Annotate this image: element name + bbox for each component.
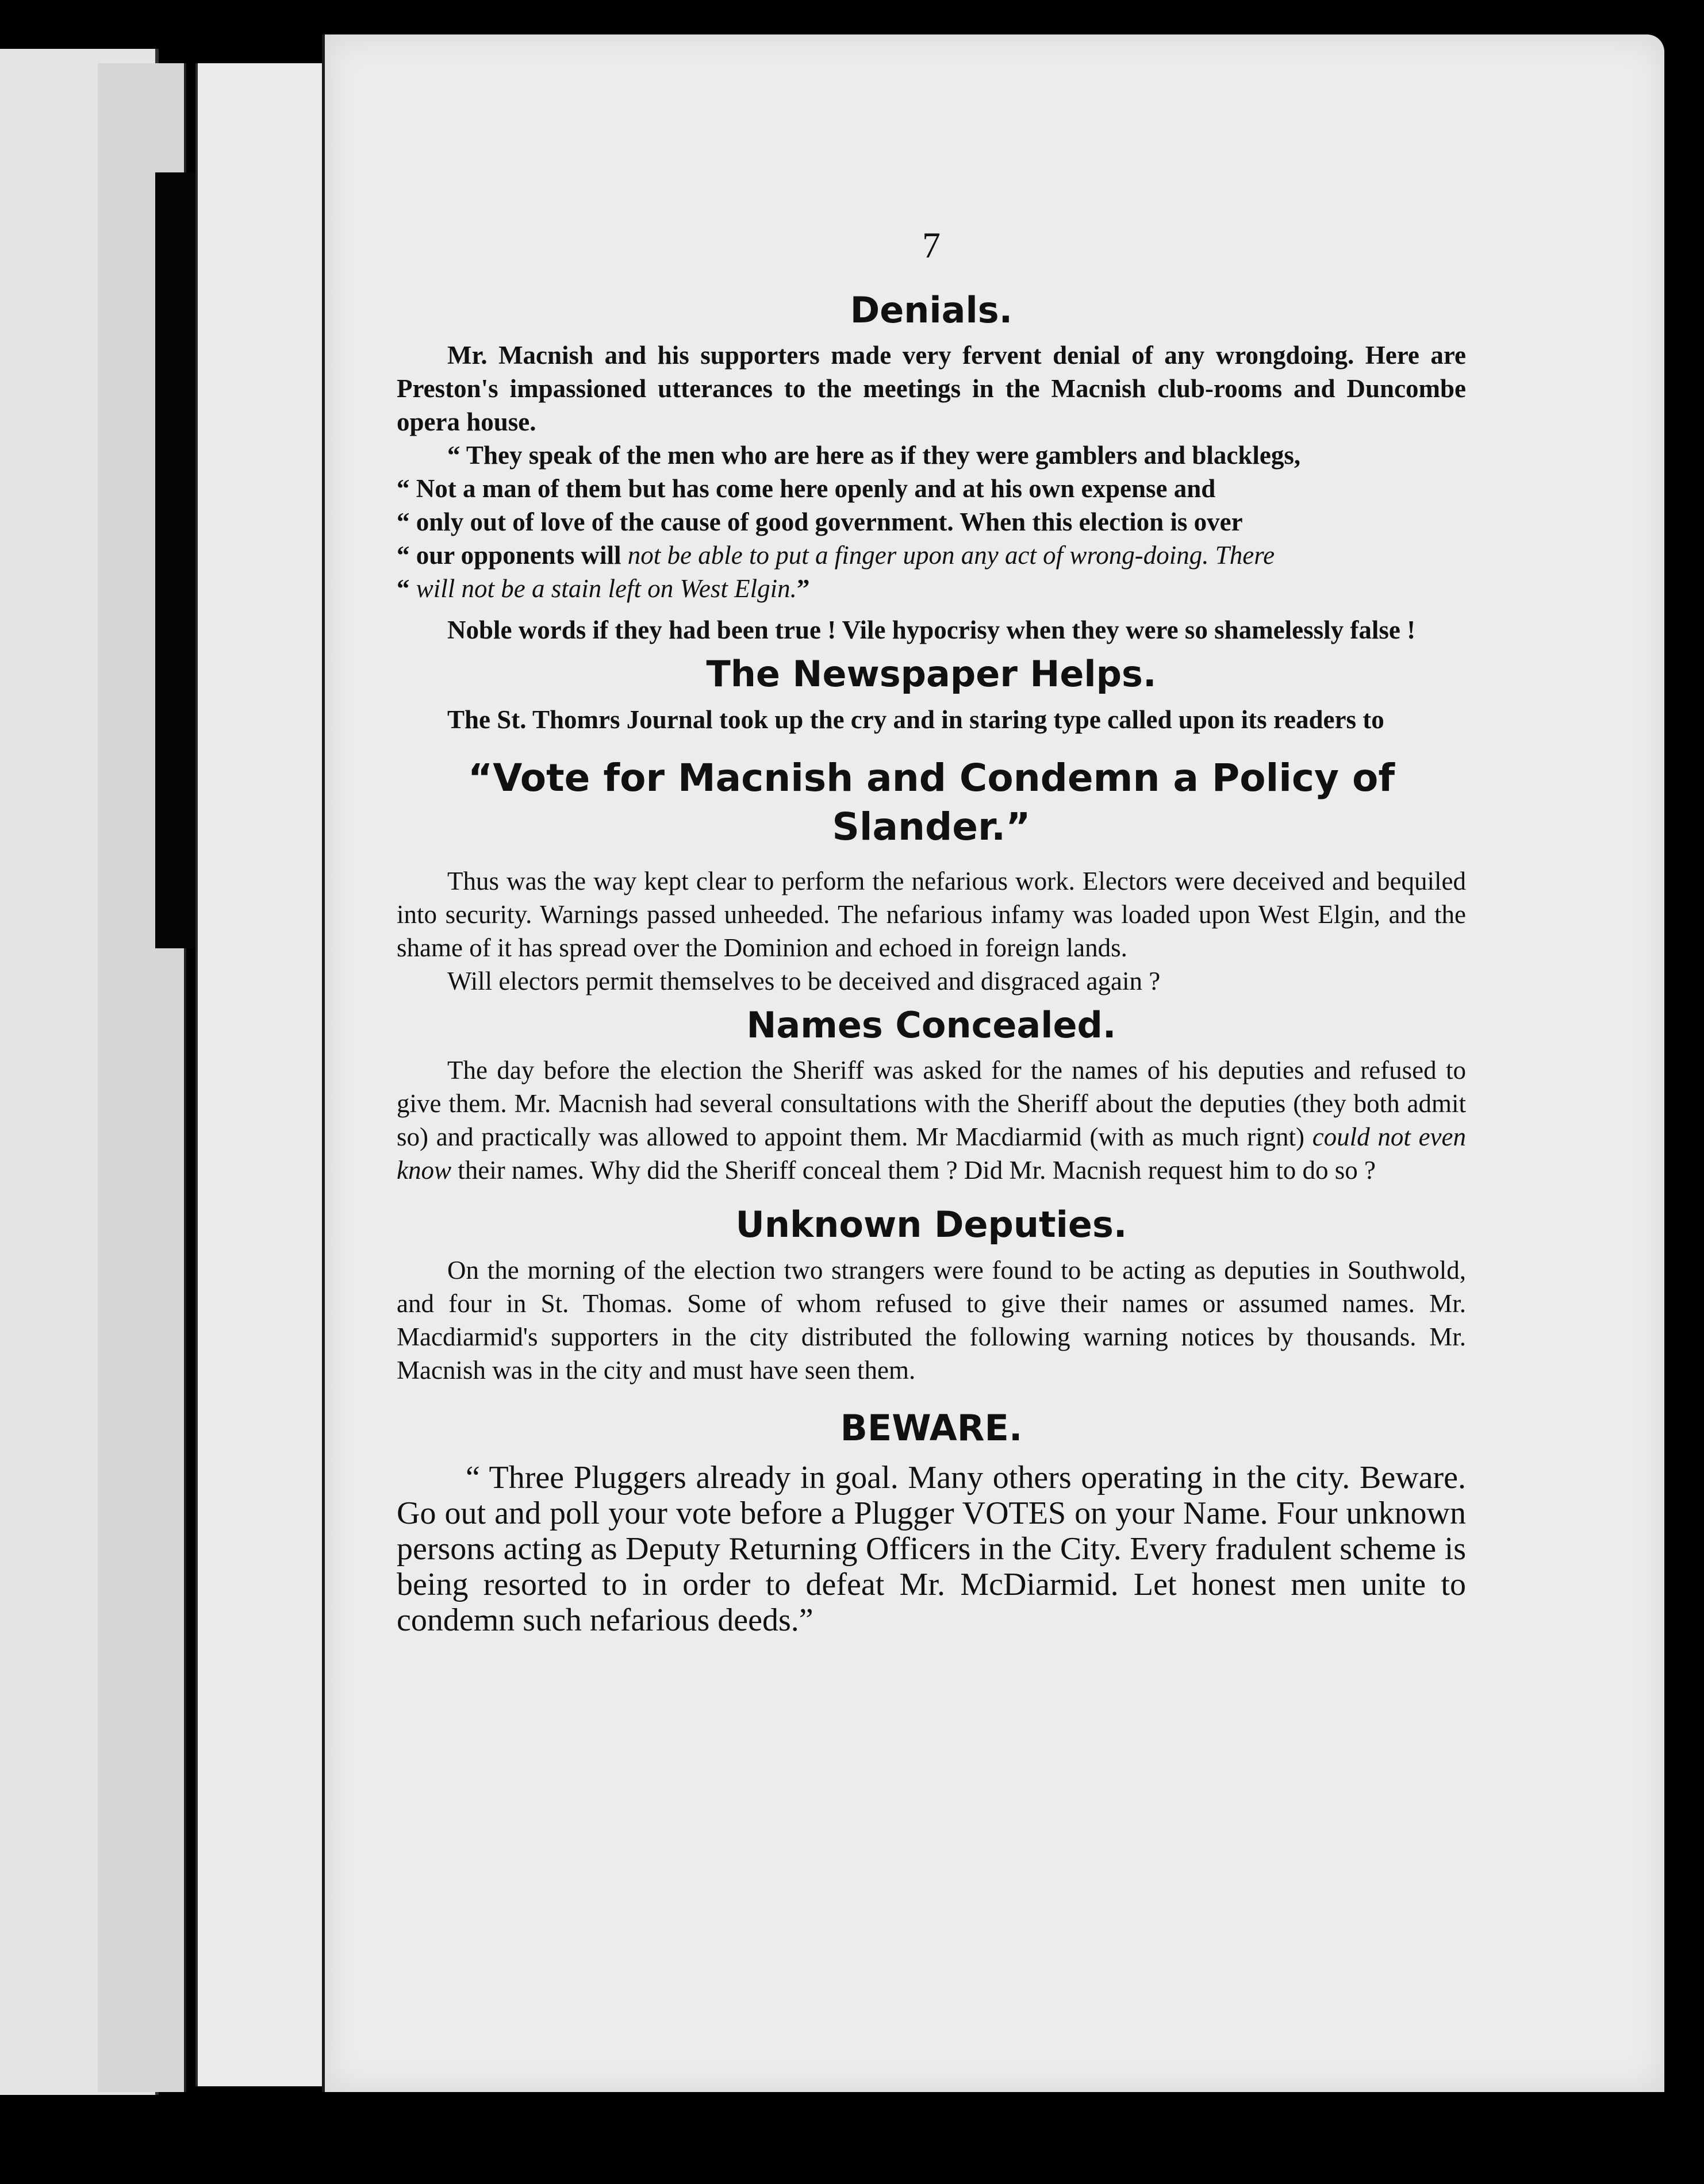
quote-line-5-close: ” [796, 574, 810, 603]
quote-line-3: “ only out of love of the cause of good government. When this election is over [397, 507, 1243, 537]
quote-line-1-text: “ They speak of the men who are here as if they were gamblers and blacklegs, [447, 441, 1301, 470]
quote-line-5 [397, 572, 1466, 605]
newspaper-headline: “Vote for Macnish and Condemn a Policy of Slander.” [467, 755, 1395, 849]
torn-page-edge [195, 63, 333, 2086]
page-content [397, 224, 1466, 1638]
quote-line-4 [397, 539, 1466, 572]
heading-newspaper-helps: The Newspaper Helps. [706, 653, 1157, 695]
quote-line-5-italic: will not be a stain left on West Elgin. [416, 574, 797, 603]
deputies-paragraph-1: On the morning of the election two strangers were found to be acting as deputies in Southwold, and four in St. Thomas. Some of whom refused to give their names or assumed names. Mr. Macdiarmid's supporters in the city distributed the following warning notices by thousands. Mr. Macnish was in the city and must have seen them. [397, 1255, 1466, 1385]
quote-line-4-text: “ our opponents will [397, 541, 628, 570]
names-italic: could not even know [397, 1122, 1466, 1185]
beware-notice-text: “ Three Pluggers already in goal. Many others operating in the city. Beware. Go out and poll your vote before a Plugger VOTES on your Name. Four unknown persons acting as Deputy Returning Officers in the City. Every fradulent scheme is being resorted to in order to defeat Mr. McDiarmid. Let honest men unite to condemn such nefarious deeds.” [397, 1460, 1466, 1639]
page-number: 7 [922, 225, 941, 266]
page-gutter-shadow [155, 172, 195, 948]
names-text-a: The day before the election the Sheriff was asked for the names of his deputies and refused to give them. Mr. Macnish had several consultations with the Sheriff about the deputies (they both admit so) and practically was allowed to appoint them. Mr Macdiarmid (with as much rignt) [397, 1056, 1466, 1152]
quote-line-4-italic: not be able to put a finger upon any act of wrong-doing. There [627, 541, 1275, 570]
quote-line-2: “ Not a man of them but has come here openly and at his own expense and [397, 474, 1216, 503]
newspaper-paragraph-2: Thus was the way kept clear to perform the nefarious work. Electors were deceived and bequiled into security. Warnings passed unheeded. The nefarious infamy was loaded upon West Elgin, and the shame of it has spread over the Dominion and echoed in foreign lands. [397, 867, 1466, 963]
heading-beware: BEWARE. [840, 1406, 1023, 1449]
denials-paragraph-1: Mr. Macnish and his supporters made very fervent denial of any wrongdoing. Here are Preston's impassioned utterances to the meetings in the Macnish club-rooms and Duncombe opera house. [397, 341, 1466, 437]
heading-denials: Denials. [850, 289, 1013, 331]
heading-names-concealed: Names Concealed. [746, 1004, 1116, 1047]
newspaper-paragraph-3: Will electors permit themselves to be deceived and disgraced again ? [447, 967, 1161, 996]
quote-line-1 [397, 439, 1466, 472]
names-paragraph-1 [397, 1053, 1466, 1187]
denials-paragraph-2: Noble words if they had been true ! Vile hypocrisy when they were so shamelessly false ! [447, 616, 1416, 645]
quote-line-5-open: “ [397, 574, 416, 603]
newspaper-paragraph-1: The St. Thomrs Journal took up the cry and in staring type called upon its readers to [447, 705, 1384, 734]
heading-unknown-deputies: Unknown Deputies. [735, 1203, 1127, 1246]
names-text-b: their names. Why did the Sheriff conceal them ? Did Mr. Macnish request him to do so ? [451, 1156, 1376, 1185]
